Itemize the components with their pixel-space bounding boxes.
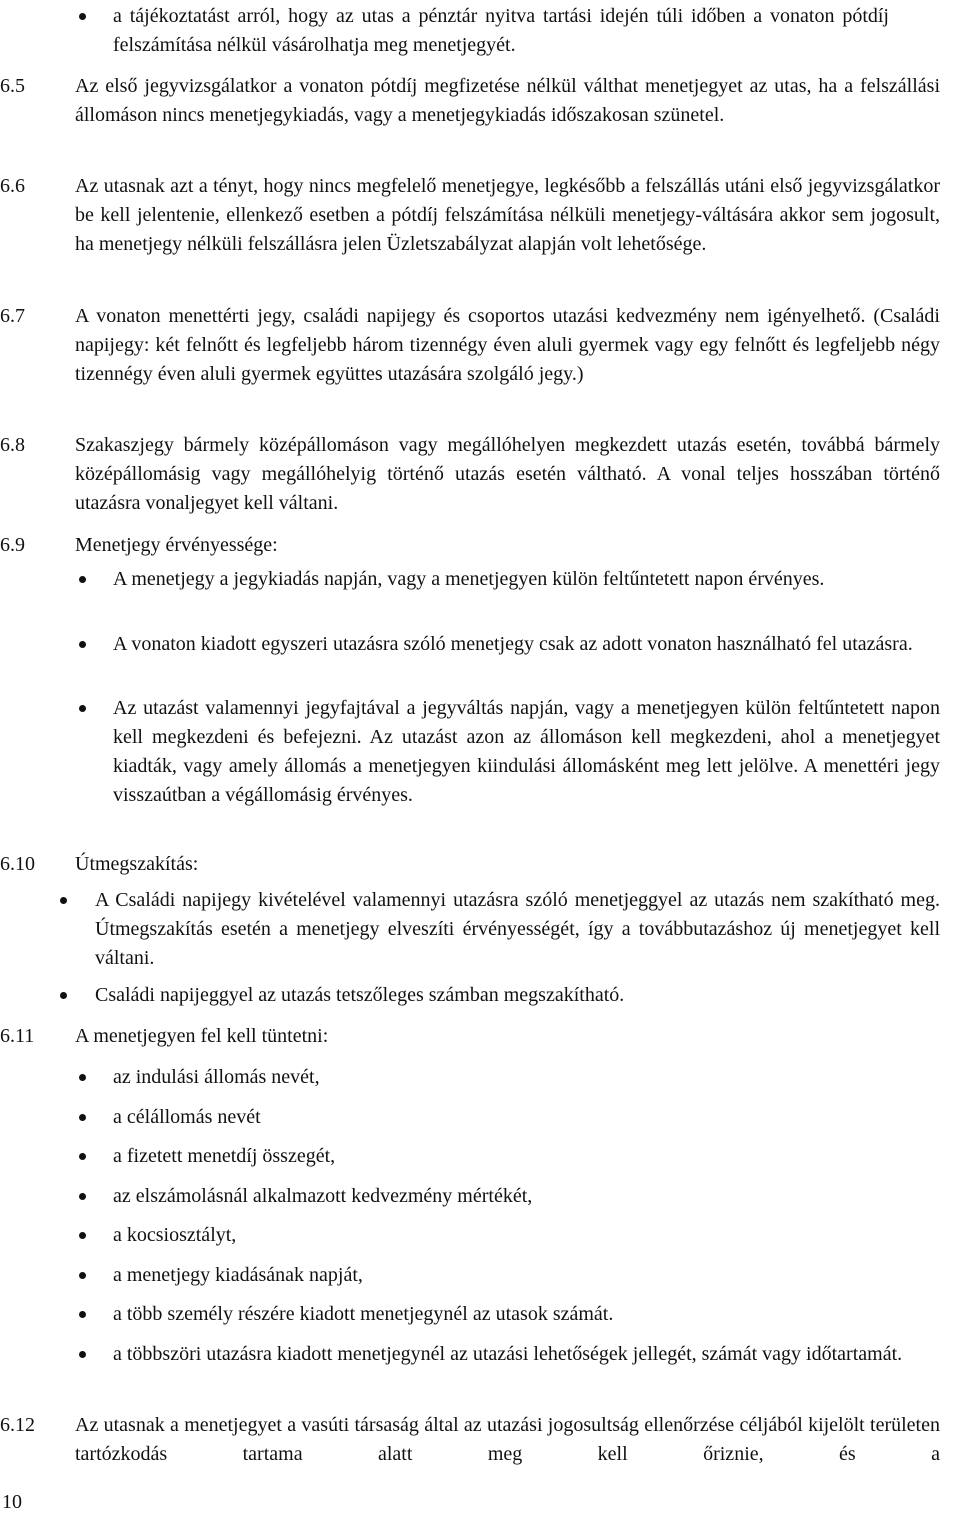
list-item-text: A menetjegy a jegykiadás napján, vagy a menetjegyen külön feltűntetett napon érvényes. xyxy=(113,568,825,590)
section-text: A vonaton menettérti jegy, családi napijegy és csoportos utazási kedvezmény nem igényelhető. (Családi napijegy: két felnőtt és legfeljebb három tizennégy éven aluli gyermek vagy egy felnőtt és legfeljebb négy tizennégy éven aluli gyermek együttes utazására szolgáló jegy.) xyxy=(75,305,940,385)
bullet-icon xyxy=(79,1074,86,1081)
bullet-icon xyxy=(79,1114,86,1121)
section-number: 6.10 xyxy=(0,853,35,875)
section-number: 6.11 xyxy=(0,1025,35,1047)
list-item-text: A vonaton kiadott egyszeri utazásra szóló menetjegy csak az adott vonaton használható fel utazásra. xyxy=(113,633,913,655)
section-number: 6.6 xyxy=(0,175,25,197)
page-number: 10 xyxy=(2,1491,22,1513)
section-title: Menetjegy érvényessége: xyxy=(75,534,278,556)
section-title: A menetjegyen fel kell tüntetni: xyxy=(75,1025,329,1047)
list-item-text: Az utazást valamennyi jegyfajtával a jegyváltás napján, vagy a menetjegyen külön feltűntetett napon kell megkezdeni és befejezni. Az utazást azon az állomáson kell megkezdeni, ahol a menetjegyet kiadták, vagy amely állomás a menetjegyen kiindulási állomásként meg lett jelölve. A menettéri jegy visszaútban a végállomásig érvényes. xyxy=(113,697,940,806)
list-item-text: az elszámolásnál alkalmazott kedvezmény mértékét, xyxy=(113,1185,533,1207)
section-number: 6.8 xyxy=(0,434,25,456)
list-item-text: a menetjegy kiadásának napját, xyxy=(113,1264,363,1286)
bullet-icon xyxy=(79,1193,86,1200)
bullet-icon xyxy=(79,1272,86,1279)
section-text: Szakaszjegy bármely középállomáson vagy megállóhelyen megkezdett utazás esetén, továbbá bármely középállomásig vagy megállóhelyig történő utazás esetén váltható. A vonal teljes hosszában történő utazásra vonaljegyet kell váltani. xyxy=(75,434,940,514)
list-item-text: a fizetett menetdíj összegét, xyxy=(113,1145,336,1167)
bullet-icon xyxy=(79,1351,86,1358)
bullet-icon xyxy=(79,641,86,648)
bullet-icon xyxy=(79,576,86,583)
list-item-text: a célállomás nevét xyxy=(113,1106,261,1128)
section-number: 6.12 xyxy=(0,1414,35,1436)
list-item-text: a kocsiosztályt, xyxy=(113,1224,237,1246)
section-number: 6.9 xyxy=(0,534,25,556)
list-item-text: a tájékoztatást arról, hogy az utas a pénztár nyitva tartási idején túli időben a vonaton pótdíj felszámítása nélkül vásárolhatja meg menetjegyét. xyxy=(113,5,889,56)
bullet-icon xyxy=(60,897,67,904)
list-item-text: a többszöri utazásra kiadott menetjegynél az utazási lehetőségek jellegét, számát vagy időtartamát. xyxy=(113,1343,903,1365)
section-text: Az első jegyvizsgálatkor a vonaton pótdíj megfizetése nélkül válthat menetjegyet az utas, ha a felszállási állomáson nincs menetjegykiadás, vagy a menetjegykiadás időszakosan szünetel. xyxy=(75,75,940,126)
section-number: 6.5 xyxy=(0,75,25,97)
list-item-text: az indulási állomás nevét, xyxy=(113,1066,320,1088)
bullet-icon xyxy=(79,705,86,712)
list-item-text: Családi napijeggyel az utazás tetszőleges számban megszakítható. xyxy=(95,984,625,1006)
list-item-text: A Családi napijegy kivételével valamennyi utazásra szóló menetjeggyel az utazás nem szakítható meg. Útmegszakítás esetén a menetjegy elveszíti érvényességét, így a továbbutazáshoz új menetjegyet kell váltani. xyxy=(95,889,940,969)
bullet-icon xyxy=(60,992,67,999)
bullet-icon xyxy=(79,1311,86,1318)
bullet-icon xyxy=(79,1153,86,1160)
section-text: Az utasnak azt a tényt, hogy nincs megfelelő menetjegye, legkésőbb a felszállás utáni első jegyvizsgálatkor be kell jelentenie, ellenkező esetben a pótdíj felszámítása nélküli menetjegy-váltására akkor sem jogosult, ha menetjegy nélküli felszállásra jelen Üzletszabályzat alapján volt lehetősége. xyxy=(75,175,940,255)
section-title: Útmegszakítás: xyxy=(75,853,199,875)
bullet-icon xyxy=(79,13,86,20)
bullet-icon xyxy=(79,1232,86,1239)
section-number: 6.7 xyxy=(0,305,25,327)
list-item-text: a több személy részére kiadott menetjegynél az utasok számát. xyxy=(113,1303,614,1325)
section-text: Az utasnak a menetjegyet a vasúti társaság által az utazási jogosultság ellenőrzése céljából kijelölt területen tartózkodás tartama alatt meg kell őriznie, és a xyxy=(75,1414,940,1465)
